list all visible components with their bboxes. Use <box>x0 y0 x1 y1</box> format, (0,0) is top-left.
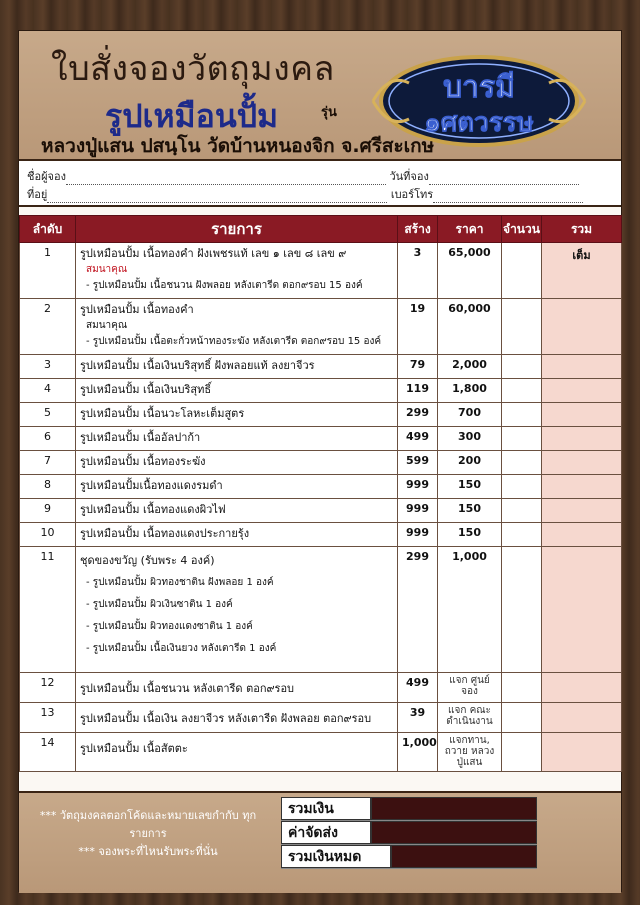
svg-text:บารมี: บารมี <box>443 70 515 105</box>
row-qty: 499 <box>398 427 438 451</box>
row-no: 4 <box>20 379 76 403</box>
row-qty: 499 <box>398 673 438 703</box>
row-qty: 999 <box>398 475 438 499</box>
table-row <box>20 523 622 547</box>
row-no: 3 <box>20 355 76 379</box>
row-amount-input[interactable] <box>502 499 542 523</box>
row-price: 700 <box>438 403 502 427</box>
customer-info <box>19 161 621 207</box>
row-price: 60,000 <box>438 299 502 355</box>
name-field[interactable] <box>66 174 386 185</box>
row-total <box>542 733 622 772</box>
row-total <box>542 451 622 475</box>
row-desc-sub: สมนาคุณ <box>86 320 128 331</box>
row-qty: 1,000 <box>398 733 438 772</box>
row-total <box>542 475 622 499</box>
row-no: 7 <box>20 451 76 475</box>
item-name: รูปเหมือนปั้ม <box>105 97 279 135</box>
row-qty: 999 <box>398 499 438 523</box>
row-desc: รูปเหมือนปั้ม เนื้อทองแดงผิวไฟ <box>76 499 398 523</box>
row-price-note: แจก ศูนย์จอง <box>438 673 502 703</box>
row-total <box>542 703 622 733</box>
col-qty: จำนวน <box>502 216 542 243</box>
run-label: รุ่น <box>321 105 337 120</box>
monk-subtitle: หลวงปู่แสน ปสนฺโน วัดบ้านหนองจิก จ.ศรีสะเกษ <box>41 135 435 157</box>
row-desc-main: ชุดของขวัญ (รับพระ 4 องค์) <box>80 554 215 567</box>
row-qty: 79 <box>398 355 438 379</box>
address-label: ที่อยู่ <box>27 188 48 201</box>
row-price: 200 <box>438 451 502 475</box>
total-value[interactable] <box>371 797 537 820</box>
table-row <box>20 733 622 772</box>
col-made: สร้าง <box>398 216 438 243</box>
row-desc: รูปเหมือนปั้ม เนื้อเงิน ลงยาจีวร หลังเตารีด ฝังพลอย ตอก๙รอบ <box>76 703 398 733</box>
row-qty: 19 <box>398 299 438 355</box>
row-total <box>542 673 622 703</box>
form-title: ใบสั่งจองวัตถุมงคล <box>51 49 335 89</box>
row-amount-input[interactable] <box>502 403 542 427</box>
row-desc: รูปเหมือนปั้ม เนื้อเงินบริสุทธิ์ ฝังพลอยแท้ ลงยาจีวร <box>76 355 398 379</box>
row-total <box>542 547 622 673</box>
row-price: 150 <box>438 475 502 499</box>
order-form-sheet <box>18 30 622 892</box>
note-code: *** วัตถุมงคลตอกโค้ดและหมายเลขกำกับ ทุกรายการ <box>39 809 257 840</box>
row-desc-bullet: - รูปเหมือนปั้ม ผิวทองชาติน ฝังพลอย 1 องค์ <box>86 577 274 588</box>
table-row <box>20 403 622 427</box>
total-label: รวมเงิน <box>281 797 371 820</box>
row-no: 6 <box>20 427 76 451</box>
total-row <box>281 797 537 821</box>
row-desc: รูปเหมือนปั้มเนื้อทองแดงรมดำ <box>76 475 398 499</box>
row-desc: รูปเหมือนปั้ม เนื้ออัลปาก้า <box>76 427 398 451</box>
row-no: 9 <box>20 499 76 523</box>
table-row <box>20 499 622 523</box>
row-desc: รูปเหมือนปั้ม เนื้อเงินบริสุทธิ์ <box>76 379 398 403</box>
row-price: 1,000 <box>438 547 502 673</box>
row-amount-input[interactable] <box>502 703 542 733</box>
row-desc: รูปเหมือนปั้ม เนื้อทองแดงประกายรุ้ง <box>76 523 398 547</box>
totals-box <box>281 797 537 869</box>
table-row <box>20 475 622 499</box>
row-no: 13 <box>20 703 76 733</box>
row-qty: 999 <box>398 523 438 547</box>
row-qty: 119 <box>398 379 438 403</box>
row-total <box>542 403 622 427</box>
table-row <box>20 427 622 451</box>
table-row <box>20 673 622 703</box>
row-no: 12 <box>20 673 76 703</box>
table-header-row <box>20 216 622 243</box>
footer-notes <box>33 807 263 861</box>
row-amount-input[interactable] <box>502 733 542 772</box>
row-amount-input[interactable] <box>502 523 542 547</box>
row-desc: รูปเหมือนปั้ม เนื้อนวะโลหะเต็มสูตร <box>76 403 398 427</box>
row-no: 1 <box>20 243 76 299</box>
row-amount-input[interactable] <box>502 243 542 299</box>
grand-total-row <box>281 845 537 869</box>
row-desc-bullet: - รูปเหมือนปั้ม ผิวเงินซาติน 1 องค์ <box>86 599 233 610</box>
shipping-value[interactable] <box>371 821 537 844</box>
row-desc: รูปเหมือนปั้ม เนื้อทองระฆัง <box>76 451 398 475</box>
row-desc-sub: สมนาคุณ <box>86 264 128 275</box>
row-desc <box>76 243 398 299</box>
row-price: 150 <box>438 499 502 523</box>
table-row <box>20 451 622 475</box>
row-price-note: แจกทาน, ถวาย หลวงปู่แสน <box>438 733 502 772</box>
row-desc-main: รูปเหมือนปั้ม เนื้อทองคำ <box>80 303 194 316</box>
row-total <box>542 523 622 547</box>
row-no: 2 <box>20 299 76 355</box>
row-price: 65,000 <box>438 243 502 299</box>
row-desc-bullet: - รูปเหมือนปั้ม เนื้อเงินยวง หลังเตารีด 1 องค์ <box>86 643 277 654</box>
row-no: 5 <box>20 403 76 427</box>
row-total <box>542 355 622 379</box>
header <box>19 31 621 161</box>
col-total: รวม <box>542 216 622 243</box>
shipping-row <box>281 821 537 845</box>
phone-field[interactable] <box>433 192 583 203</box>
row-total <box>542 427 622 451</box>
footer <box>19 791 621 893</box>
row-qty: 299 <box>398 547 438 673</box>
row-no: 11 <box>20 547 76 673</box>
table-row <box>20 379 622 403</box>
row-amount-input[interactable] <box>502 427 542 451</box>
row-total <box>542 379 622 403</box>
row-amount-input[interactable] <box>502 475 542 499</box>
col-desc: รายการ <box>76 216 398 243</box>
table-row <box>20 355 622 379</box>
row-no: 14 <box>20 733 76 772</box>
date-label: วันที่จอง <box>389 170 429 183</box>
row-price: 300 <box>438 427 502 451</box>
shipping-label: ค่าจัดส่ง <box>281 821 371 844</box>
phone-label: เบอร์โทร <box>390 188 434 201</box>
grand-total-value[interactable] <box>391 845 537 868</box>
row-price-note: แจก คณะ ดำเนินงาน <box>438 703 502 733</box>
name-row <box>27 167 579 185</box>
row-desc-bullet: - รูปเหมือนปั้ม ผิวทองแดงซาติน 1 องค์ <box>86 621 253 632</box>
row-no: 10 <box>20 523 76 547</box>
row-qty: 599 <box>398 451 438 475</box>
row-qty: 299 <box>398 403 438 427</box>
row-desc-bullet: - รูปเหมือนปั้ม เนื้อชนวน ฝังพลอย หลังเตารีด ตอก๙รอบ 15 องค์ <box>86 280 363 291</box>
row-price: 1,800 <box>438 379 502 403</box>
note-pickup: *** จองพระที่ไหนรับพระที่นั่น <box>78 845 218 858</box>
row-total <box>542 499 622 523</box>
row-desc-main: รูปเหมือนปั้ม เนื้อทองคำ ฝังเพชรแท้ เลข ๑ เลข ๘ เลข ๙ <box>80 247 347 260</box>
row-amount-input[interactable] <box>502 379 542 403</box>
table-row <box>20 299 622 355</box>
row-amount-input[interactable] <box>502 451 542 475</box>
row-desc-bullet: - รูปเหมือนปั้ม เนื้อตะกั่วหน้าทองระฆัง หลังเตารีด ตอก๙รอบ 15 องค์ <box>86 336 382 347</box>
table-row <box>20 547 622 673</box>
col-price: ราคา <box>438 216 502 243</box>
items-table <box>19 215 622 772</box>
table-row <box>20 243 622 299</box>
row-desc: รูปเหมือนปั้ม เนื้อสัตตะ <box>76 733 398 772</box>
row-amount-input[interactable] <box>502 299 542 355</box>
row-no: 8 <box>20 475 76 499</box>
row-price: 150 <box>438 523 502 547</box>
address-field[interactable] <box>47 192 387 203</box>
table-row <box>20 703 622 733</box>
svg-text:๑ศตวรรษ: ๑ศตวรรษ <box>424 108 534 138</box>
col-no: ลำดับ <box>20 216 76 243</box>
row-amount-input[interactable] <box>502 355 542 379</box>
row-qty: 39 <box>398 703 438 733</box>
row-amount-input[interactable] <box>502 547 542 673</box>
name-label: ชื่อผู้จอง <box>27 170 66 183</box>
row-price: 2,000 <box>438 355 502 379</box>
row-full-label: เต็ม <box>542 243 622 299</box>
row-desc: รูปเหมือนปั้ม เนื้อชนวน หลังเตารีด ตอก๙รอบ <box>76 673 398 703</box>
row-total <box>542 299 622 355</box>
row-amount-input[interactable] <box>502 673 542 703</box>
row-desc <box>76 299 398 355</box>
row-desc <box>76 547 398 673</box>
address-row <box>27 185 583 203</box>
row-qty: 3 <box>398 243 438 299</box>
date-field[interactable] <box>429 174 579 185</box>
grand-total-label: รวมเงินหมด <box>281 845 391 868</box>
